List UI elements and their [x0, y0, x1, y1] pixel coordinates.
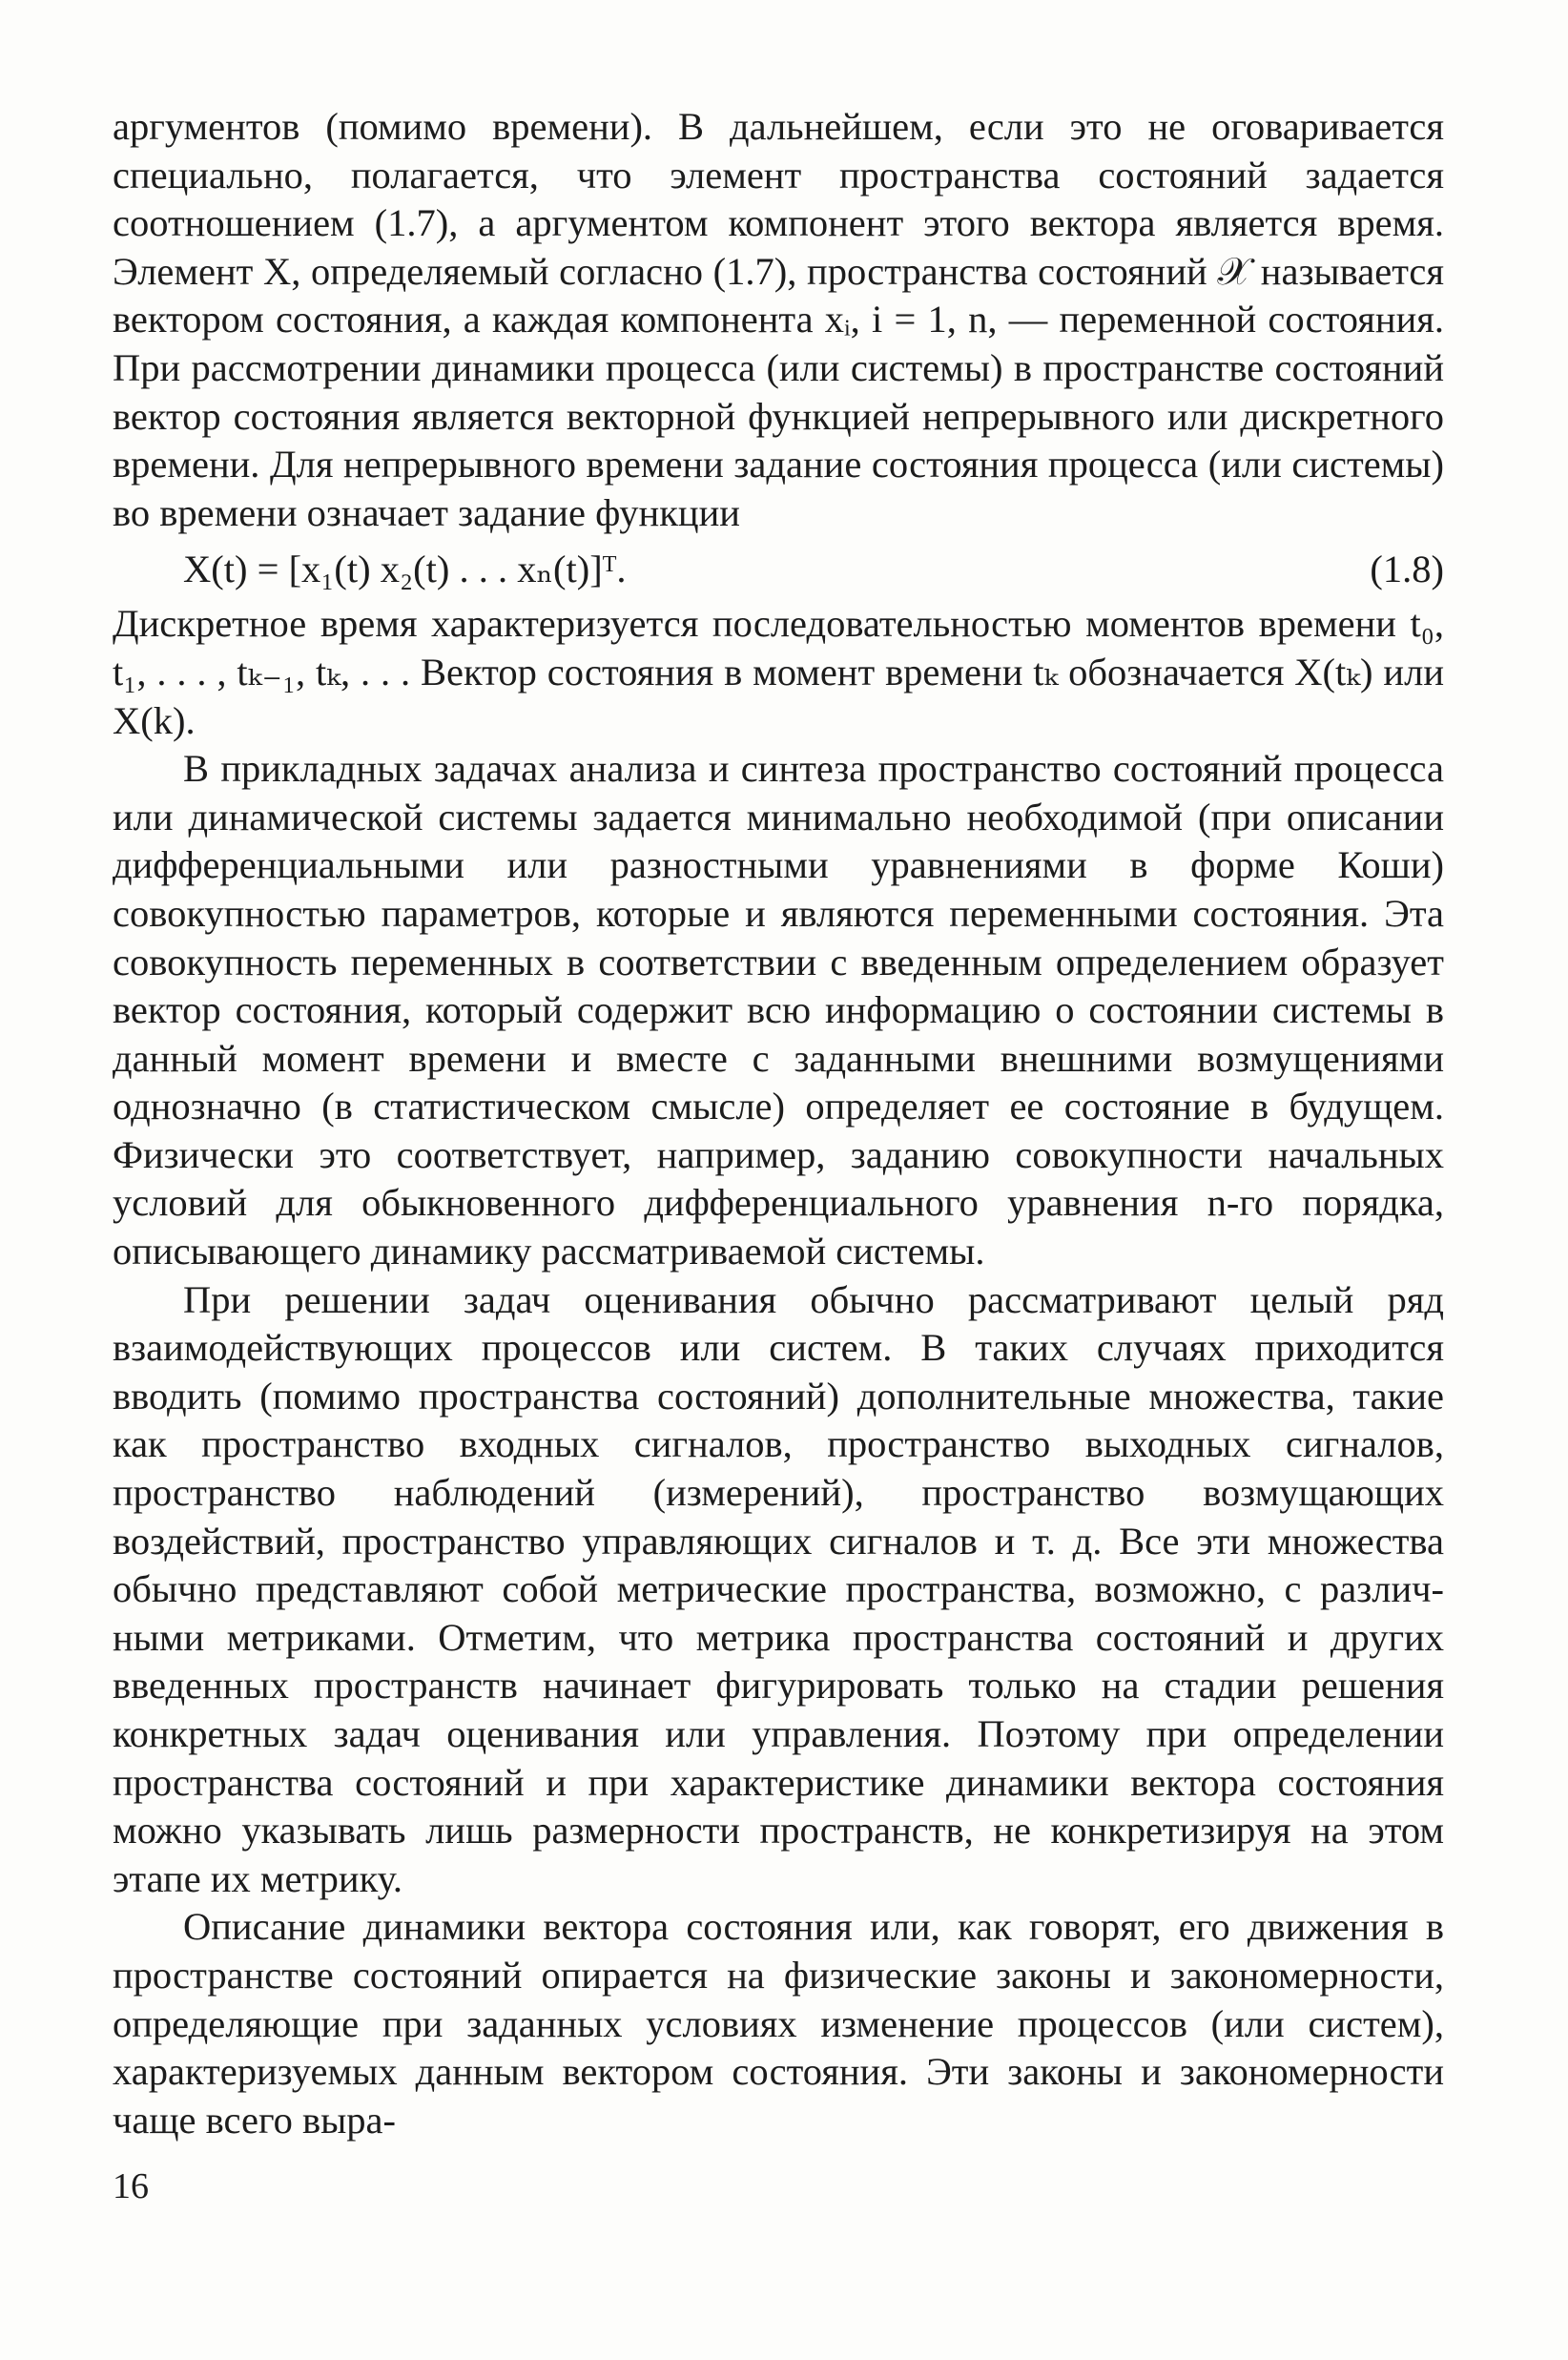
- page-number: 16: [113, 2166, 149, 2206]
- equation-row: [113, 541, 1444, 598]
- paragraph-4: При решении задач оценивания обычно рассматривают целый ряд взаимодействующих процессов или систем. В таких случаях приходится вводить (помимо пространства состояний) дополнительные множества, такие как пространство входных сигналов, пространство выходных сигналов, пространство наблюдений (измерений), пространство возмущающих воздействий, пространство управляющих сигналов и т. д. Все эти множества обычно представляют собой метрические пространства, возможно, с различными метриками. Отметим, что метрика пространства состояний и других введенных пространств начинает фигурировать только на стадии решения конкретных задач оценивания или управления. Поэтому при определении пространства состояний и при характеристике динамики вектора состояния можно указывать лишь размерности пространств, не конкретизируя на этом этапе их метрику.: [113, 1277, 1444, 1900]
- equation-formula: X(t) = [x₁(t) x₂(t) . . . xₙ(t)]ᵀ.: [183, 548, 627, 591]
- paragraph-2: Дискретное время характеризуется последовательностью моментов времени t₀, t₁, . . . , tₖ₋₁, tₖ, . . . Вектор состояния в момент времени tₖ обозначается X(tₖ) или X(k).: [113, 602, 1444, 742]
- paragraph-3: В прикладных задачах анализа и синтеза пространство состояний процесса или динамической системы задается минимально необходимой (при описании дифференциальными или разностными уравнениями в форме Коши) совокупностью параметров, которые и являются переменными состояния. Эта совокупность переменных в соответствии с введенным определением образует вектор состояния, который содержит всю информацию о состоянии системы в данный момент времени и вместе с заданными внешними возмущениями однозначно (в статистическом смысле) определяет ее состояние в будущем. Физически это соответствует, например, заданию совокупности начальных условий для обыкновенного дифференциального уравнения n-го порядка, описывающего динамику рассматриваемой системы.: [113, 747, 1444, 1273]
- paragraph-5: Описание динамики вектора состояния или, как говорят, его движения в пространстве состояний опирается на физические законы и закономерности, определяющие при заданных условиях изменение процессов (или систем), характеризуемых данным вектором состояния. Эти законы и закономерности чаще всего выра-: [113, 1905, 1444, 2142]
- page-body: [113, 103, 1444, 2144]
- equation-number: (1.8): [1370, 548, 1444, 591]
- paragraph-1: аргументов (помимо времени). В дальнейшем, если это не оговаривается специально, полагается, что элемент пространства состояний задается соотношением (1.7), а аргументом компонент этого вектора является время. Элемент X, определяемый согласно (1.7), пространства состояний 𝒳 называется вектором состояния, а каждая компонента xᵢ, i = 1, n, — переменной состояния. При рассмотрении динамики процесса (или системы) в пространстве состояний вектор состояния является векторной функцией непрерывного или дискретного времени. Для непрерывного времени задание состояния процесса (или системы) во времени означает задание функции: [113, 105, 1444, 534]
